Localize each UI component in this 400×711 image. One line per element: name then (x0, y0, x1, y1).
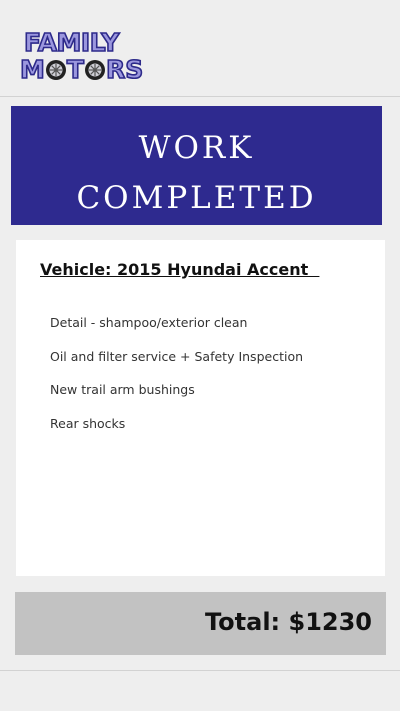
work-item: New trail arm bushings (50, 382, 195, 397)
banner-line-1: WORK (138, 130, 255, 166)
total-bar (15, 592, 386, 655)
work-item: Oil and filter service + Safety Inspection (50, 348, 304, 364)
header (0, 0, 400, 97)
logo-letter-t: T (66, 55, 84, 84)
logo-letters-rs: RS (105, 55, 144, 84)
wheel-icon (84, 59, 106, 81)
work-item: Rear shocks (50, 415, 126, 431)
banner-line-2: COMPLETED (76, 180, 317, 216)
work-items-list (50, 315, 303, 449)
total-amount: Total: $1230 (204, 608, 372, 636)
wheel-icon (45, 59, 67, 81)
work-completed-banner (11, 106, 382, 225)
work-order-card (16, 240, 385, 576)
divider (0, 670, 400, 671)
family-motors-logo (20, 30, 148, 86)
work-item: Detail - shampoo/exterior clean (50, 315, 248, 330)
logo-letter-m: M (20, 55, 45, 84)
logo-text-motors (20, 56, 148, 84)
logo-text-family: FAMILY (24, 28, 119, 57)
vehicle-heading: Vehicle: 2015 Hyundai Accent (40, 260, 320, 279)
